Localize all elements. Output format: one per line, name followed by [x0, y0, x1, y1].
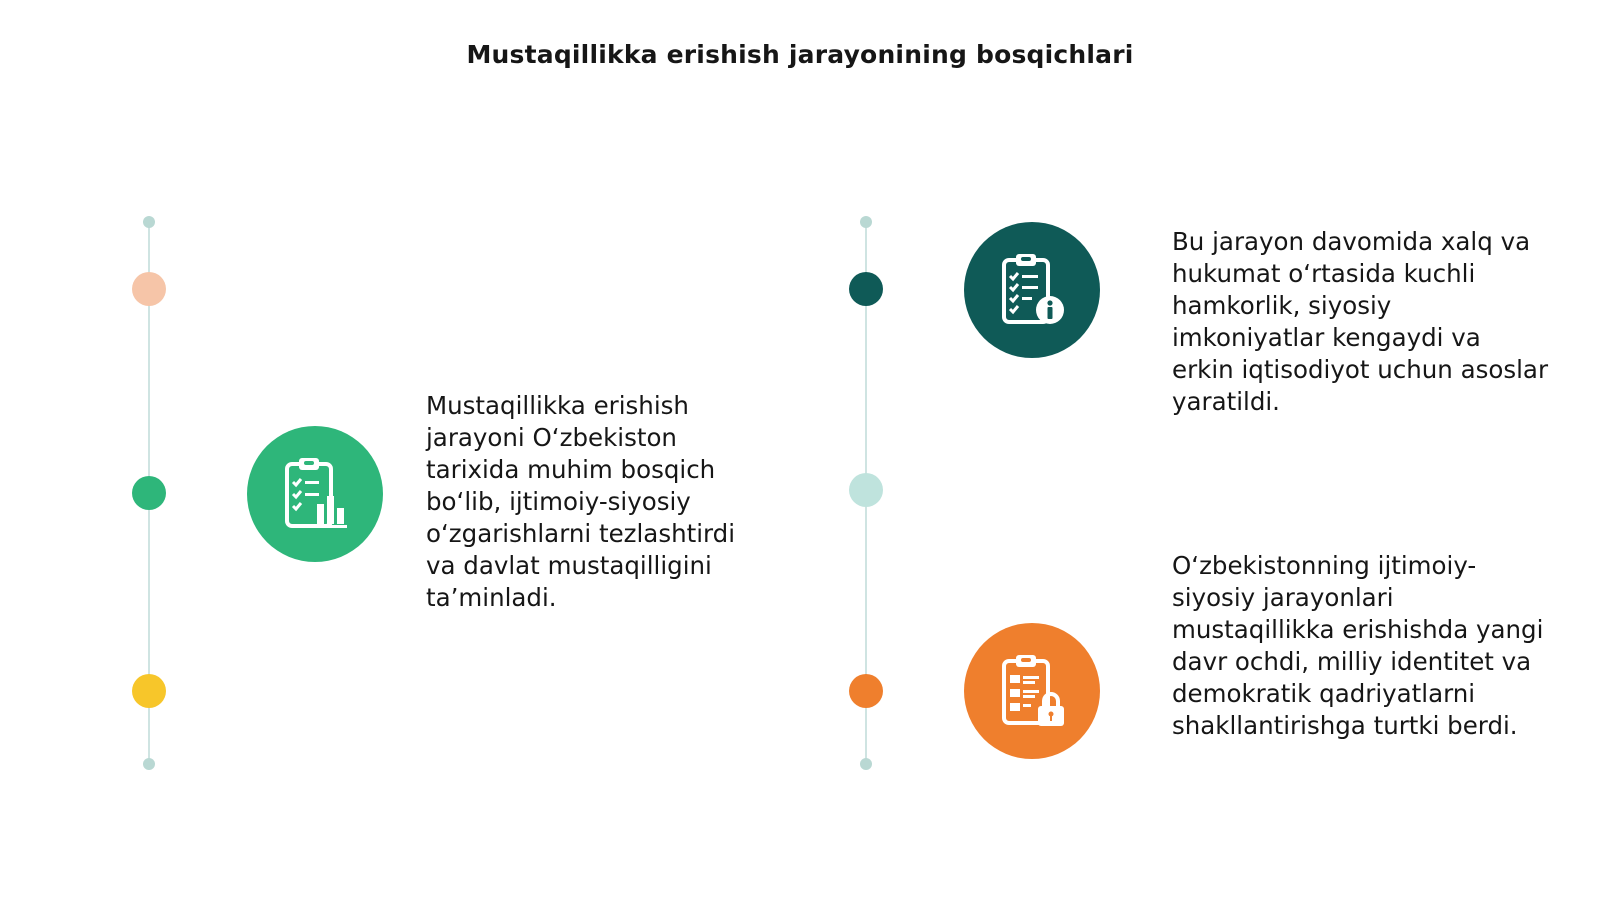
item-2-text: Bu jarayon davomida xalq va hukumat o‘rtasida kuchli hamkorlik, siyosiy imkoniyatlar kengaydi va erkin iqtisodiyot uchun asoslar yaratildi. [1172, 227, 1549, 416]
timeline-dot-peach [132, 272, 166, 306]
page-title: Mustaqillikka erishish jarayonining bosqichlari [466, 40, 1134, 69]
timeline-dot-green [132, 476, 166, 510]
timeline-dot-orange [849, 674, 883, 708]
clipboard-info-icon [990, 248, 1074, 332]
item-3-text: O‘zbekistonning ijtimoiy-siyosiy jarayonlari mustaqillikka erishishda yangi davr ochdi, milliy identitet va demokratik qadriyatlarni shakllantirishga turtki berdi. [1172, 551, 1544, 740]
item-1-text: Mustaqillikka erishish jarayoni O‘zbekiston tarixida muhim bosqich bo‘lib, ijtimoiy-siyosiy o‘zgarishlarni tezlashtirdi va davlat mustaqilligini ta’minladi. [426, 391, 736, 612]
timeline-start-cap [860, 216, 872, 228]
timeline-dot-teal [849, 272, 883, 306]
timeline-start-cap [143, 216, 155, 228]
timeline-end-cap [143, 758, 155, 770]
item-2-badge [964, 222, 1100, 358]
item-3-badge [964, 623, 1100, 759]
clipboard-chart-icon [273, 452, 357, 536]
clipboard-lock-icon [990, 649, 1074, 733]
timeline-end-cap [860, 758, 872, 770]
timeline-dot-yellow [132, 674, 166, 708]
timeline-dot-mint [849, 473, 883, 507]
item-1-badge [247, 426, 383, 562]
